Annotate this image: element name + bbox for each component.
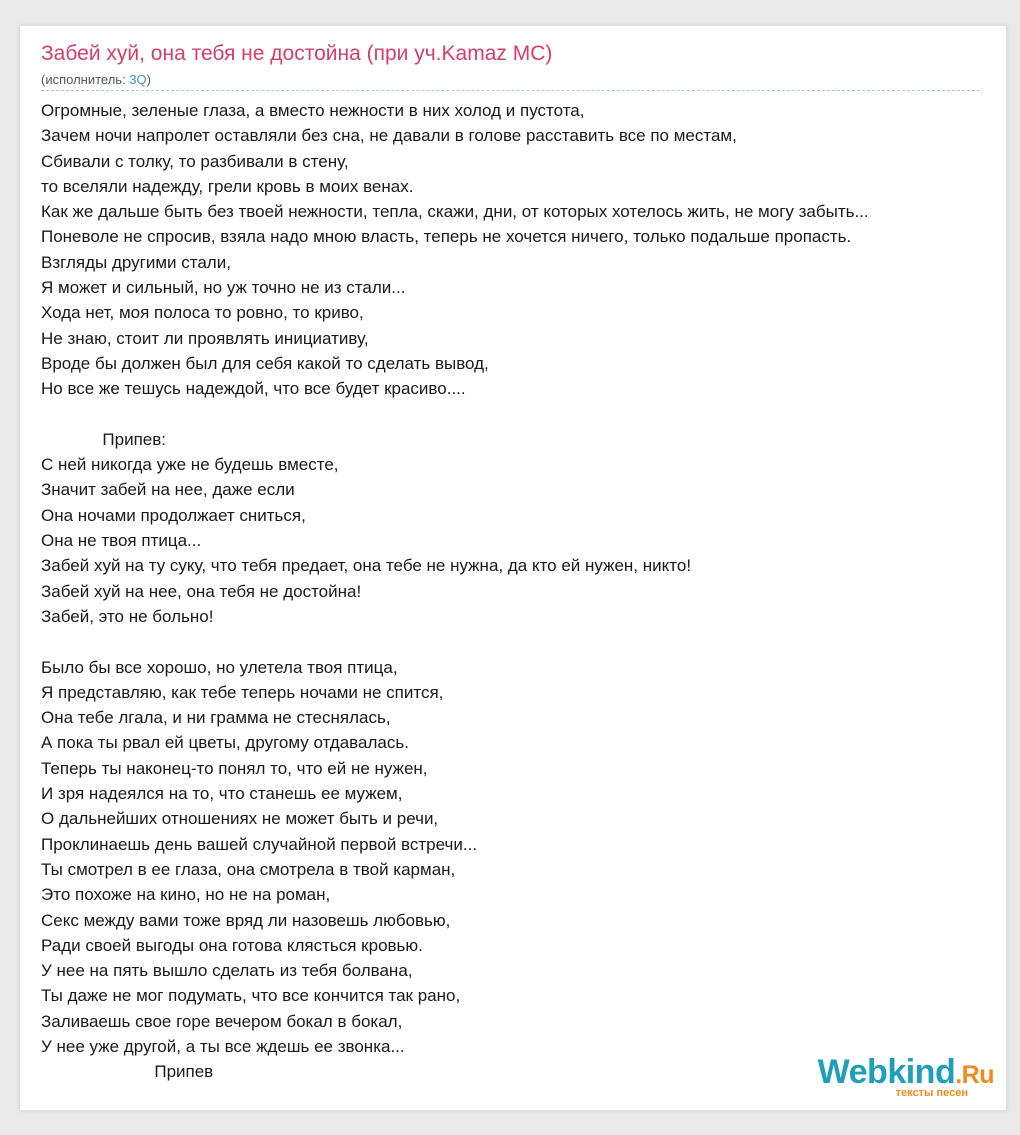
artist-link[interactable]: 3Q bbox=[129, 72, 147, 87]
lyrics-text: Огромные, зеленые глаза, а вместо нежности в них холод и пустота, Зачем ночи напролет оставляли без сна, не давали в голове расставить все по местам, Сбивали с толку, то разбивали в стену, то вселяли надежду, грели кровь в моих венах. Как же дальше быть без твоей нежности, тепла, скажи, дни, от которых хотелось жить, не могу забыть... Поневоле не спросив, взяла надо мною власть, теперь не хочется ничего, только подальше пропасть. Взгляды другими стали, Я может и сильный, но уж точно не из стали... Хода нет, моя полоса то ровно, то криво, Не знаю, стоит ли проявлять инициативу, Вроде бы должен был для себя какой то сделать вывод, Но все же тешусь надеждой, что все будет красиво.... Припев: С ней никогда уже не будешь вместе, Значит забей на нее, даже если Она ночами продолжает сниться, Она не твоя птица... Забей хуй на ту суку, что тебя предает, она тебе не нужна, да кто ей нужен, никто! Забей хуй на нее, она тебя не достойна! Забей, это не больно! Было бы все хорошо, но улетела твоя птица, Я представляю, как тебе теперь ночами не спится, Она тебе лгала, и ни грамма не стеснялась, А пока ты рвал ей цветы, другому отдавалась. Теперь ты наконец-то понял то, что ей не нужен, И зря надеялся на то, что станешь ее мужем, О дальнейших отношениях не может быть и речи, Проклинаешь день вашей случайной первой встречи... Ты смотрел в ее глаза, она смотрела в твой карман, Это похоже на кино, но не на роман, Секс между вами тоже вряд ли назовешь любовью, Ради своей выгоды она готова клясться кровью. У нее на пять вышло сделать из тебя болвана, Ты даже не мог подумать, что все кончится так рано, Заливаешь свое горе вечером бокал в бокал, У нее уже другой, а ты все ждешь ее звонка... Припев bbox=[41, 101, 869, 1082]
song-title: Забей хуй, она тебя не достойна (при уч.Kamaz MC) bbox=[41, 42, 553, 65]
logo-subtitle: тексты песен bbox=[895, 1087, 968, 1099]
artist-line bbox=[41, 71, 151, 89]
logo-tld: .Ru bbox=[955, 1061, 994, 1089]
logo-main-text: Webkind bbox=[817, 1053, 956, 1091]
lyrics-card bbox=[20, 26, 1006, 1110]
artist-suffix: ) bbox=[146, 72, 151, 87]
artist-prefix: (исполнитель: bbox=[41, 72, 130, 87]
title-divider bbox=[41, 90, 980, 91]
site-logo[interactable] bbox=[804, 1052, 994, 1102]
